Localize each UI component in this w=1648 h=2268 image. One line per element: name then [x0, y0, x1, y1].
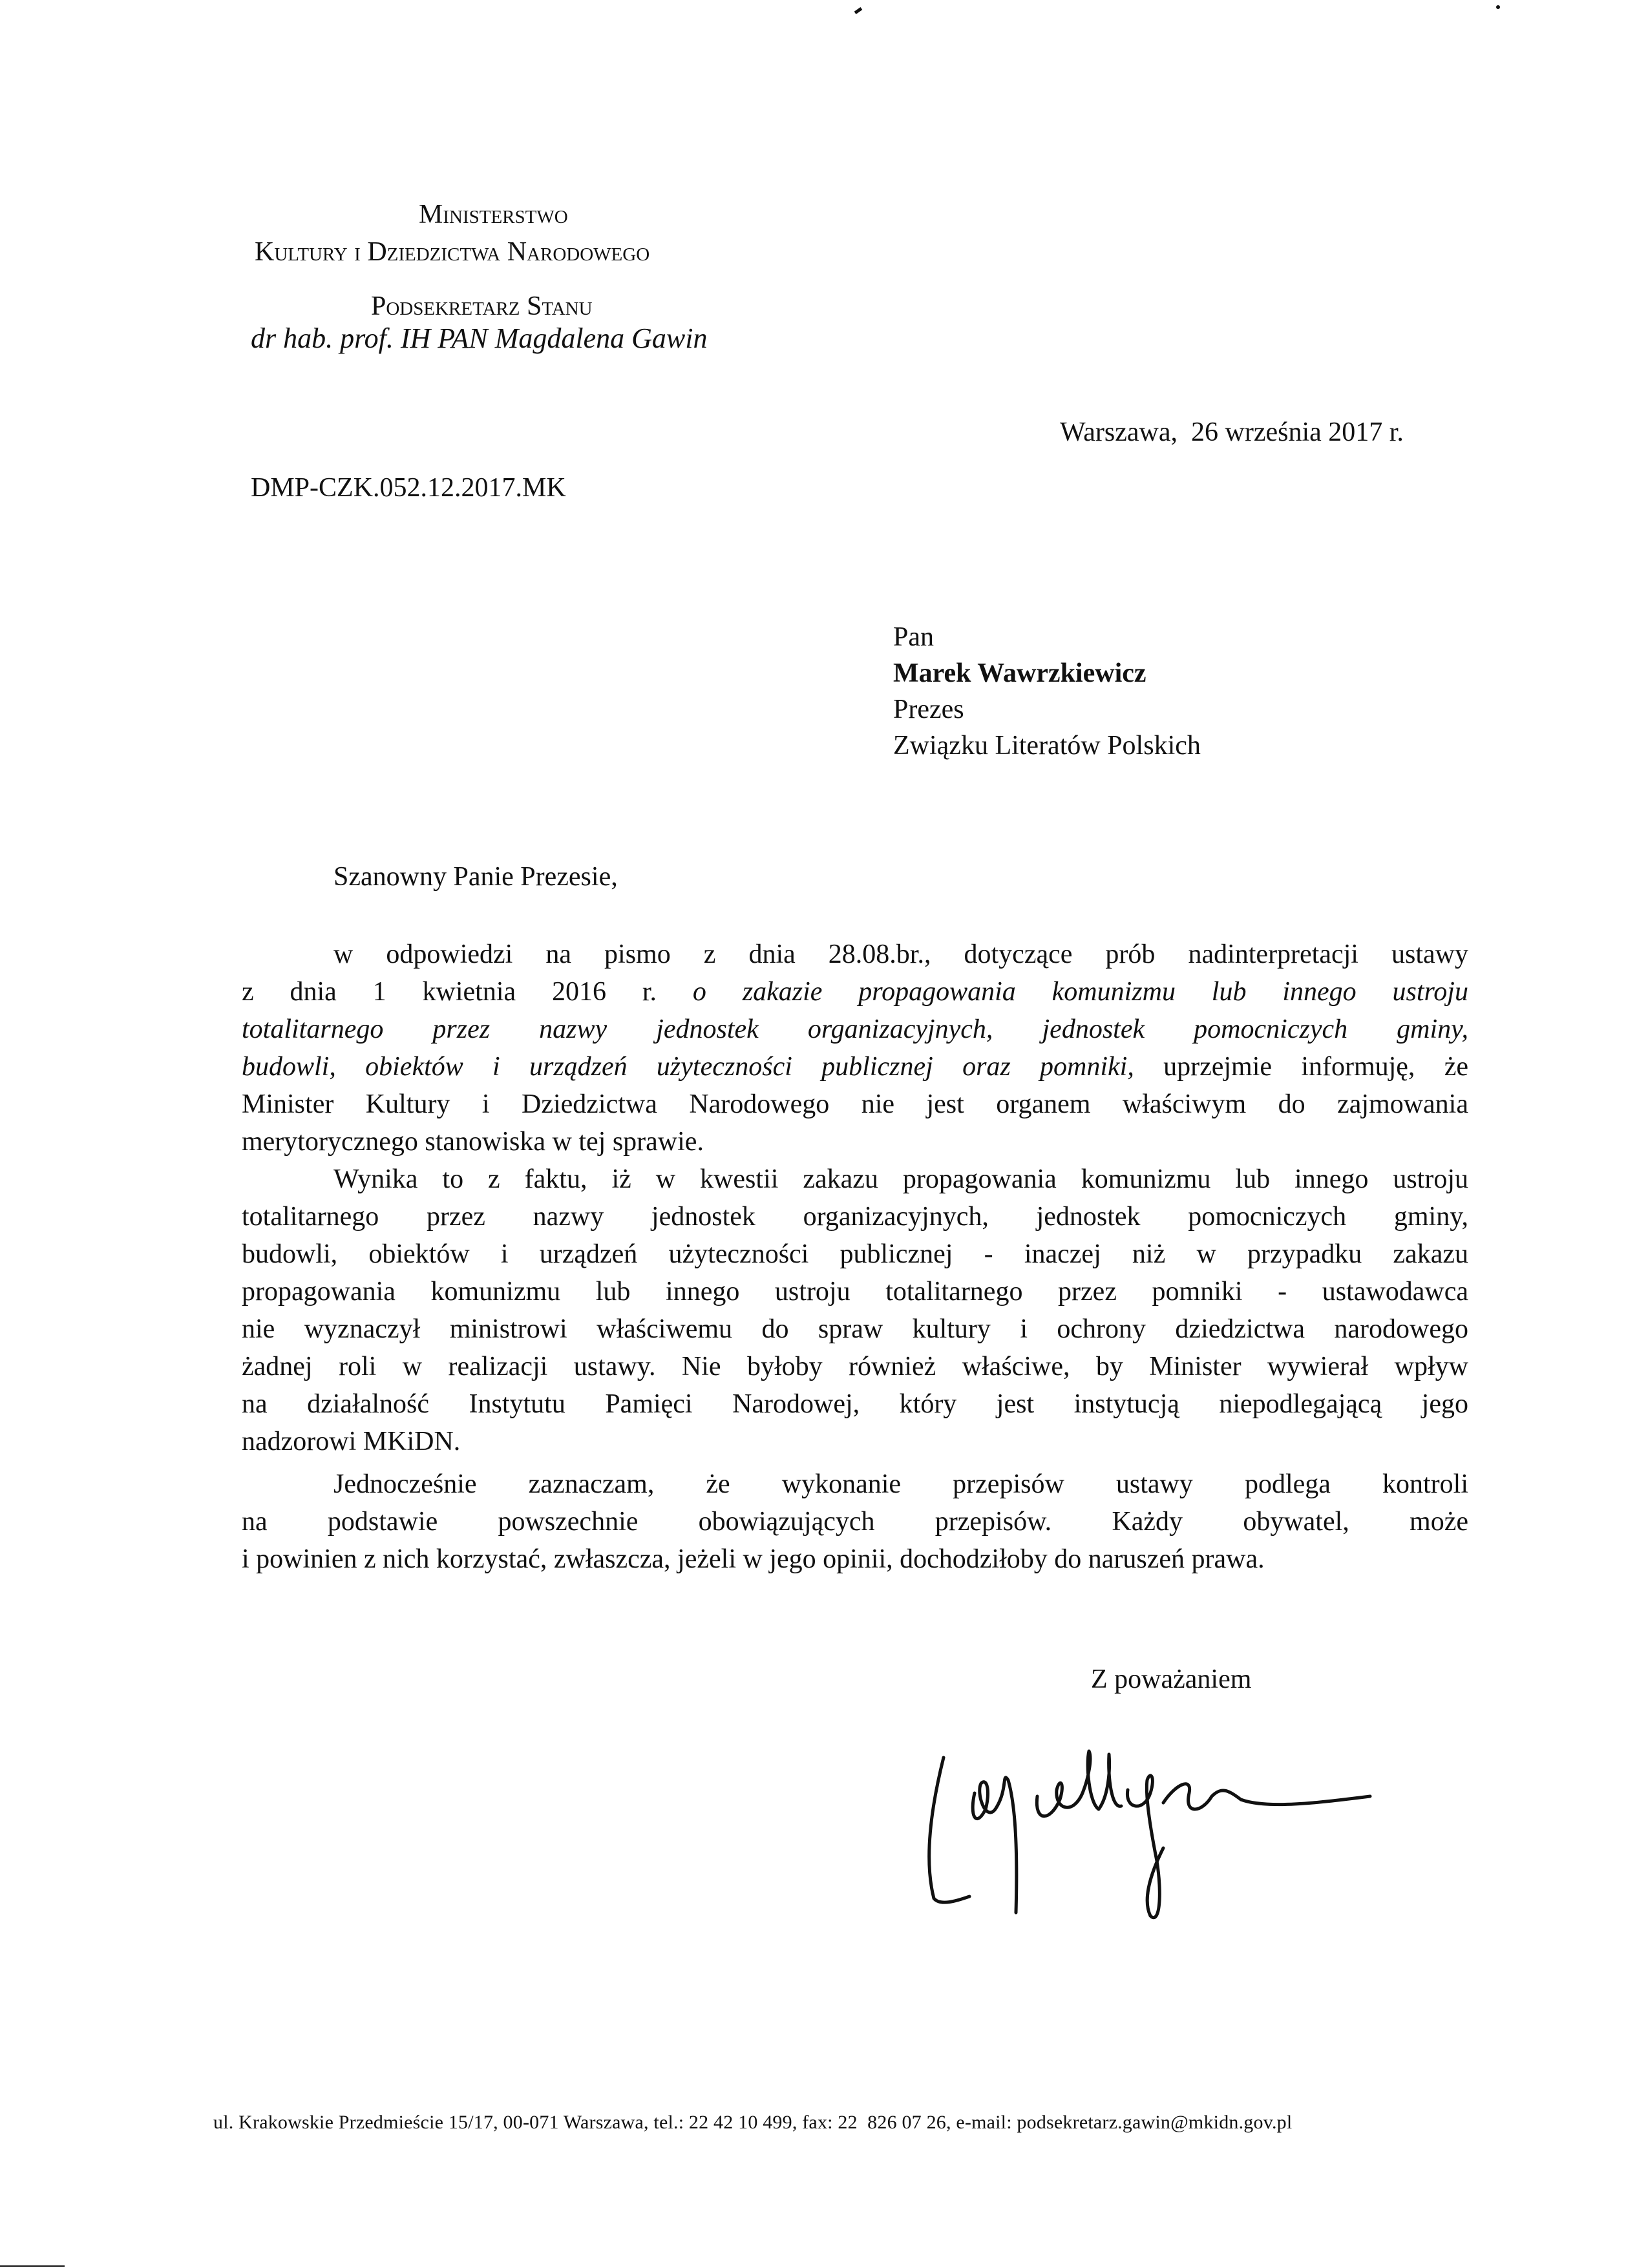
p2-line: żadnej roli w realizacji ustawy. Nie byłoby również właściwe, by Minister wywierał wpływ — [242, 1352, 1468, 1381]
signatory-name: dr hab. prof. IH PAN Magdalena Gawin — [251, 322, 708, 354]
p1-line — [242, 973, 1468, 1011]
ministry-line-2: Kultury i Dziedzictwa Narodowego — [255, 237, 650, 267]
paragraph-1 — [242, 936, 1468, 1160]
p2-line: nie wyznaczył ministrowi właściwemu do spraw kultury i ochrony dziedzictwa narodowego — [242, 1314, 1468, 1344]
closing: Z poważaniem — [1091, 1664, 1252, 1694]
p1-line — [242, 1048, 1468, 1086]
p1-act-title: totalitarnego przez nazwy jednostek organizacyjnych, jednostek pomocniczych gminy, — [242, 1014, 1468, 1044]
recipient-name: Marek Wawrzkiewicz — [893, 658, 1146, 688]
p3-line: i powinien z nich korzystać, zwłaszcza, jeżeli w jego opinii, dochodziłoby do naruszeń prawa. — [242, 1544, 1265, 1574]
p1-line-plain: uprzejmie informuję, że — [1134, 1052, 1468, 1082]
scan-mark-top — [854, 7, 863, 14]
paragraph-3 — [242, 1465, 1468, 1578]
recipient-prefix: Pan — [893, 622, 934, 652]
p3-line: na podstawie powszechnie obowiązujących przepisów. Każdy obywatel, może — [242, 1507, 1468, 1537]
date-line: Warszawa, 26 września 2017 r. — [1060, 417, 1404, 447]
p1-line-plain: z dnia 1 kwietnia 2016 r. — [242, 977, 693, 1007]
recipient-title: Prezes — [893, 695, 964, 724]
scan-line-bottom-left — [0, 2265, 65, 2267]
position-title: Podsekretarz Stanu — [371, 291, 593, 321]
scan-dot-top-right — [1496, 5, 1500, 9]
p2-line: propagowania komunizmu lub innego ustroju totalitarnego przez pomniki - ustawodawca — [242, 1277, 1468, 1307]
p1-act-title: o zakazie propagowania komunizmu lub innego ustroju — [692, 977, 1468, 1007]
handwritten-signature-icon — [905, 1732, 1435, 1926]
p2-line: nadzorowi MKiDN. — [242, 1427, 461, 1456]
p1-line: Minister Kultury i Dziedzictwa Narodowego nie jest organem właściwym do zajmowania — [242, 1089, 1468, 1119]
reference-number: DMP-CZK.052.12.2017.MK — [251, 473, 566, 503]
p2-line: budowli, obiektów i urządzeń użyteczności publicznej - inaczej niż w przypadku zakazu — [242, 1239, 1468, 1269]
recipient-block — [893, 619, 1201, 764]
p2-line: totalitarnego przez nazwy jednostek organizacyjnych, jednostek pomocniczych gminy, — [242, 1202, 1468, 1232]
ministry-line-1: Ministerstwo — [419, 200, 568, 229]
paragraph-2 — [242, 1160, 1468, 1460]
p2-line: Wynika to z faktu, iż w kwestii zakazu propagowania komunizmu lub innego ustroju — [333, 1164, 1468, 1194]
greeting: Szanowny Panie Prezesie, — [333, 862, 618, 892]
p2-line: na działalność Instytutu Pamięci Narodowej, który jest instytucją niepodlegającą jego — [242, 1389, 1468, 1419]
p1-line: w odpowiedzi na pismo z dnia 28.08.br., dotyczące prób nadinterpretacji ustawy — [333, 940, 1468, 969]
p3-line: Jednocześnie zaznaczam, że wykonanie przepisów ustawy podlega kontroli — [333, 1469, 1468, 1499]
recipient-organization: Związku Literatów Polskich — [893, 731, 1201, 761]
footer-address: ul. Krakowskie Przedmieście 15/17, 00-071 Warszawa, tel.: 22 42 10 499, fax: 22 826 07 26, e-mail: podsekretarz.gawin@mkidn.gov.pl — [213, 2112, 1293, 2133]
p1-act-title: budowli, obiektów i urządzeń użyteczności publicznej oraz pomniki, — [242, 1052, 1134, 1082]
p1-line: merytorycznego stanowiska w tej sprawie. — [242, 1127, 704, 1157]
